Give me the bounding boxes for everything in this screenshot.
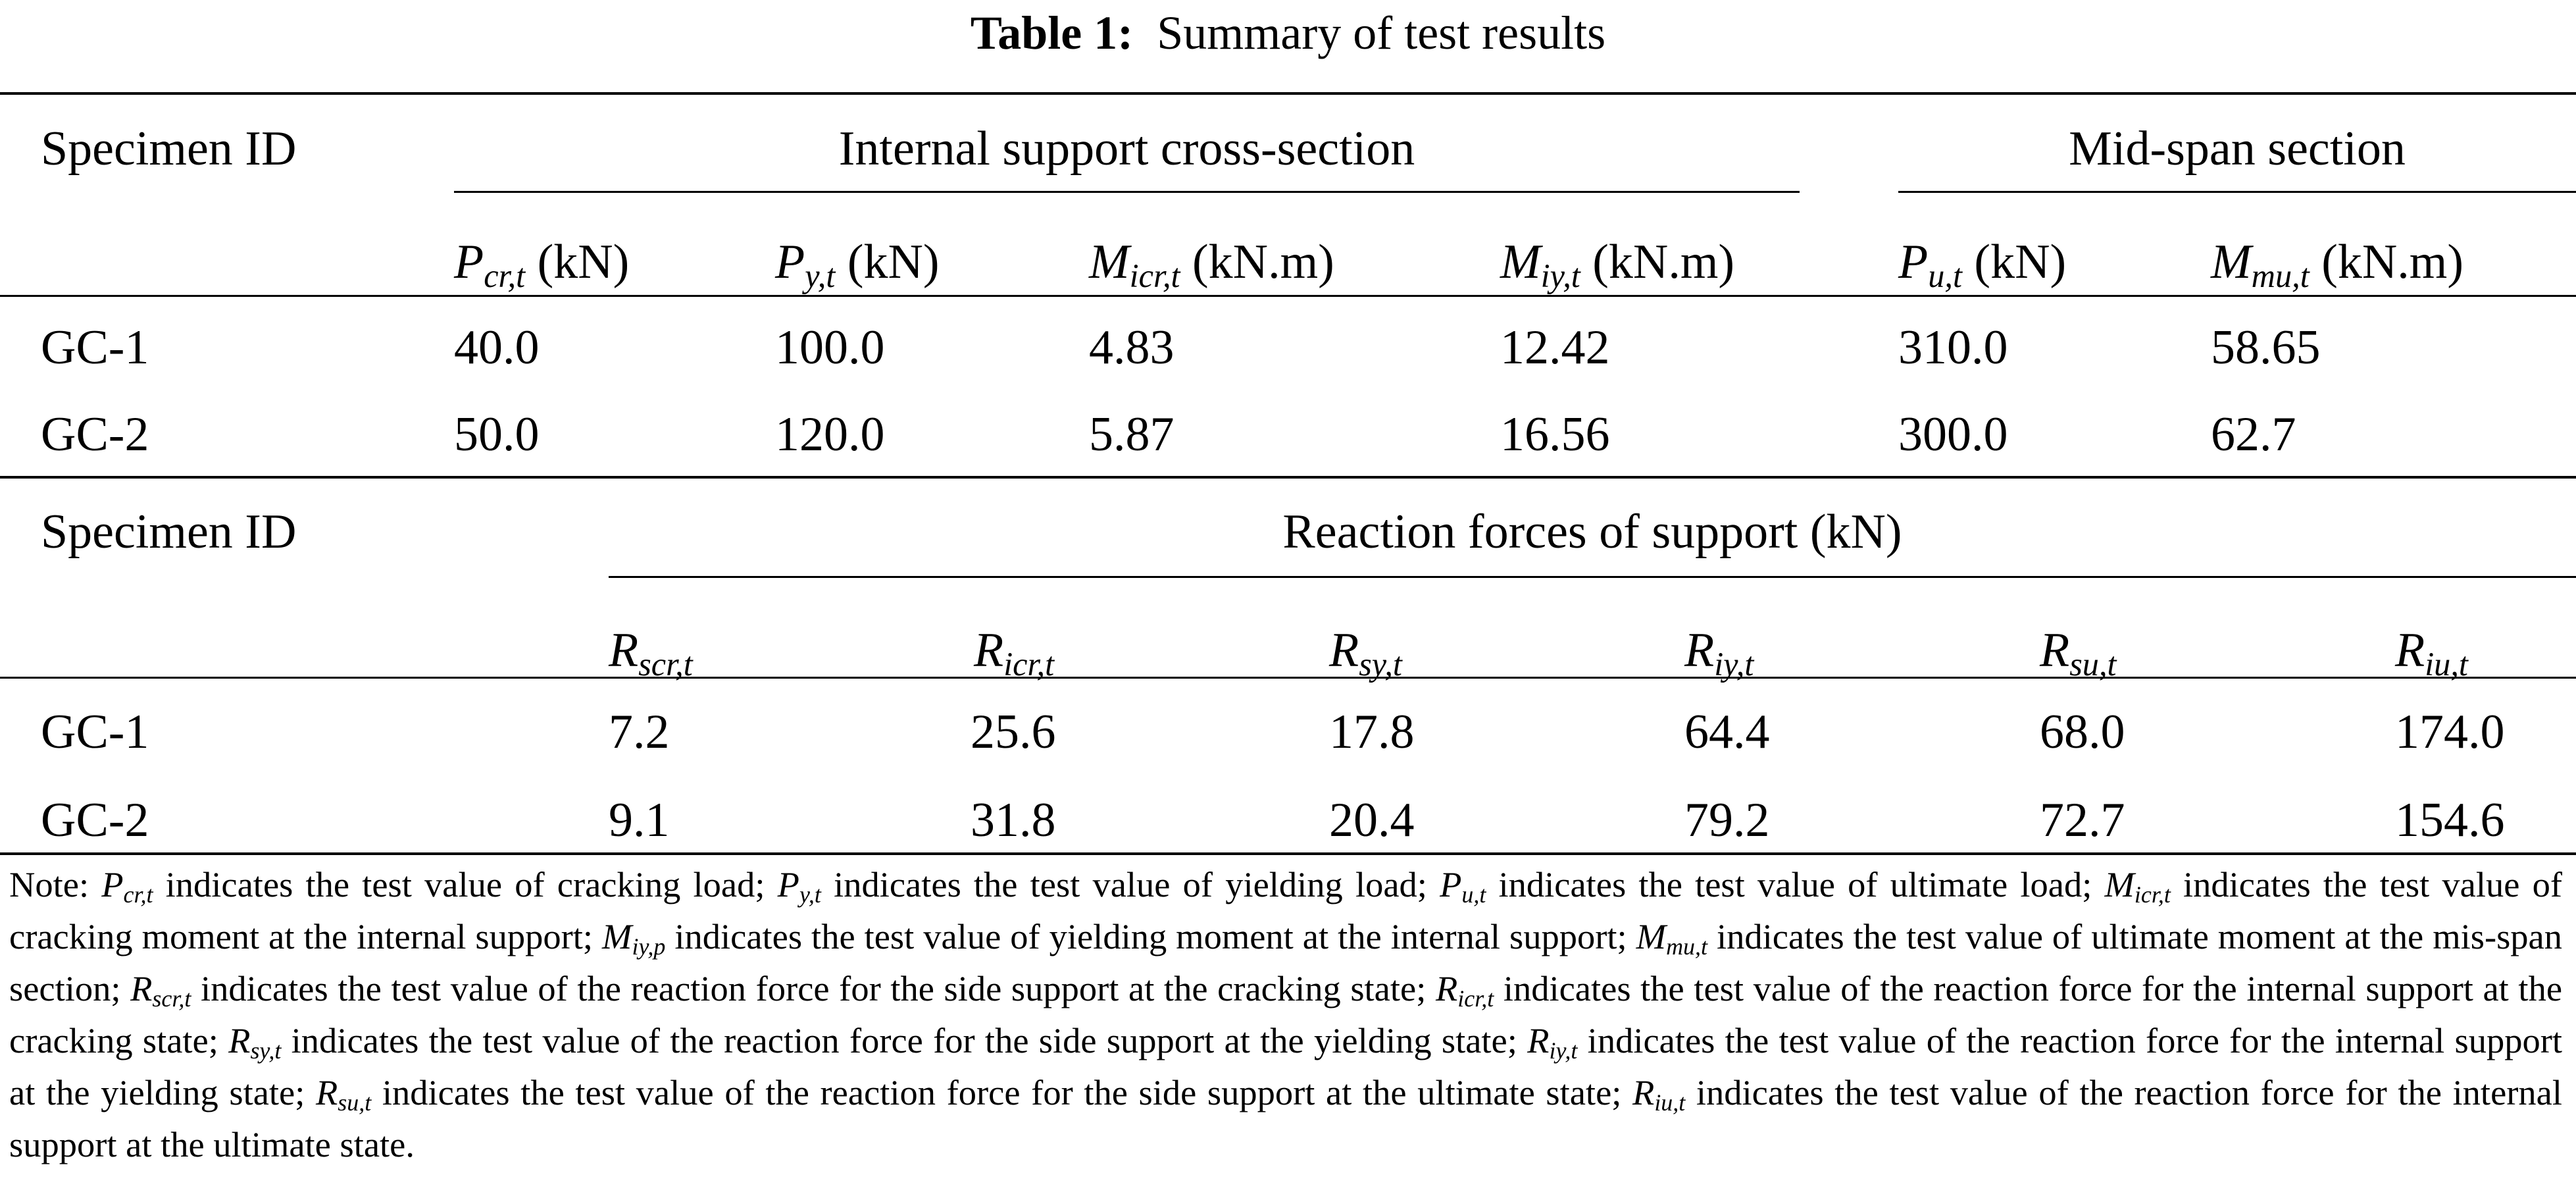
upper-col-header-5-subscript: u,t <box>1928 257 1962 295</box>
upper-col-header-4-unit: (kN.m) <box>1580 235 1735 289</box>
note-subscript: mu,t <box>1666 933 1708 960</box>
lower-col-header-6-symbol: R <box>2395 623 2425 677</box>
lower-col-header-4 <box>1684 617 1754 683</box>
upper-specimen-header: Specimen ID <box>41 122 297 176</box>
upper-cell: 120.0 <box>775 407 885 461</box>
note-symbol: R <box>1632 1072 1655 1112</box>
upper-cell: 300.0 <box>1898 407 2008 461</box>
lower-col-header-1 <box>609 617 693 683</box>
top-rule <box>0 92 2576 95</box>
note-subscript: sy,t <box>250 1037 282 1064</box>
upper-group-midspan: Mid-span section <box>2069 122 2406 176</box>
upper-col-header-2-symbol: P <box>775 235 805 289</box>
upper-col-header-6-subscript: mu,t <box>2251 257 2310 295</box>
note-symbol: R <box>1435 968 1458 1008</box>
note-text: indicates the test value of ultimate load; <box>1486 864 2105 904</box>
lower-cell: 7.2 <box>609 705 670 759</box>
lower-cell: 9.1 <box>609 793 670 847</box>
upper-col-header-5-symbol: P <box>1898 235 1929 289</box>
upper-col-header-5-unit: (kN) <box>1961 235 2067 289</box>
table-title <box>0 0 2576 66</box>
internal-group-rule <box>454 191 1800 193</box>
upper-cell: 40.0 <box>454 321 540 375</box>
lower-col-header-2-symbol: R <box>974 623 1004 677</box>
upper-col-header-3-unit: (kN.m) <box>1180 235 1334 289</box>
note-text: indicates the test value of the reaction force for the side support at the ultimate state; <box>371 1072 1633 1112</box>
note-text: indicates the test value of ultimate moment at the mis-span section; <box>9 916 2562 1008</box>
table-title-lead: Table 1: <box>970 7 1134 59</box>
note-symbol: P <box>1440 864 1462 904</box>
reaction-group-rule <box>609 576 2576 578</box>
lower-cell: 20.4 <box>1329 793 1415 847</box>
upper-col-header-3 <box>1089 229 1334 295</box>
lower-cell: 25.6 <box>971 705 1056 759</box>
lower-col-header-3-symbol: R <box>1329 623 1359 677</box>
note-text: indicates the test value of the reaction force for the internal support at the ultimate state. <box>9 1072 2562 1164</box>
note-symbol: R <box>130 968 153 1008</box>
lower-cell: 174.0 <box>2395 705 2505 759</box>
lower-cell: 72.7 <box>2040 793 2125 847</box>
upper-header-rule <box>0 295 2576 297</box>
upper-group-internal: Internal support cross-section <box>838 122 1415 176</box>
note-subscript: scr,t <box>152 985 191 1012</box>
note-symbol: R <box>316 1072 338 1112</box>
upper-row-id: GC-2 <box>41 407 149 461</box>
note-symbol: M <box>2104 864 2134 904</box>
table-note <box>9 864 2562 1166</box>
note-text: indicates the test value of the reaction force for the side support at the yielding state; <box>281 1020 1528 1060</box>
lower-cell: 79.2 <box>1684 793 1770 847</box>
upper-cell: 58.65 <box>2211 321 2321 375</box>
note-subscript: y,t <box>799 881 821 908</box>
upper-col-header-1-unit: (kN) <box>525 235 630 289</box>
lower-group-reaction: Reaction forces of support (kN) <box>1282 505 1902 559</box>
midspan-group-rule <box>1898 191 2576 193</box>
note-text: indicates the test value of yielding moment at the internal support; <box>665 916 1636 956</box>
table-title-text: Summary of test results <box>1157 7 1606 59</box>
lower-cell: 17.8 <box>1329 705 1415 759</box>
upper-cell: 5.87 <box>1089 407 1174 461</box>
note-symbol: R <box>1527 1020 1550 1060</box>
upper-col-header-6-symbol: M <box>2211 235 2252 289</box>
lower-col-header-3-subscript: sy,t <box>1359 646 1402 683</box>
lower-col-header-2 <box>974 617 1054 683</box>
lower-col-header-4-symbol: R <box>1684 623 1715 677</box>
upper-col-header-3-symbol: M <box>1089 235 1130 289</box>
note-text: indicates the test value of the reaction force for the side support at the cracking state; <box>191 968 1436 1008</box>
note-subscript: u,t <box>1461 881 1486 908</box>
lower-col-header-3 <box>1329 617 1402 683</box>
upper-col-header-2-unit: (kN) <box>835 235 940 289</box>
upper-col-header-4-symbol: M <box>1500 235 1541 289</box>
lower-col-header-6 <box>2395 617 2468 683</box>
upper-col-header-1 <box>454 229 629 295</box>
lower-row-id: GC-2 <box>41 793 149 847</box>
note-subscript: iu,t <box>1654 1089 1686 1116</box>
lower-cell: 68.0 <box>2040 705 2125 759</box>
lower-col-header-5 <box>2040 617 2117 683</box>
lower-cell: 154.6 <box>2395 793 2505 847</box>
upper-row-id: GC-1 <box>41 321 149 375</box>
lower-row-id: GC-1 <box>41 705 149 759</box>
upper-cell: 4.83 <box>1089 321 1174 375</box>
note-text: indicates the test value of cracking load; <box>153 864 778 904</box>
upper-cell: 50.0 <box>454 407 540 461</box>
note-subscript: icr,t <box>1457 985 1494 1012</box>
note-symbol: P <box>777 864 799 904</box>
upper-cell: 12.42 <box>1500 321 1610 375</box>
upper-col-header-3-subscript: icr,t <box>1129 257 1180 295</box>
note-symbol: R <box>228 1020 251 1060</box>
upper-col-header-1-symbol: P <box>454 235 484 289</box>
lower-cell: 31.8 <box>971 793 1056 847</box>
upper-cell: 16.56 <box>1500 407 1610 461</box>
lower-col-header-4-subscript: iy,t <box>1714 646 1754 683</box>
note-subscript: cr,t <box>123 881 153 908</box>
lower-col-header-1-subscript: scr,t <box>638 646 693 683</box>
upper-col-header-4-subscript: iy,t <box>1540 257 1580 295</box>
lower-col-header-5-subscript: su,t <box>2069 646 2117 683</box>
section-divider-rule <box>0 476 2576 479</box>
upper-col-header-2-subscript: y,t <box>805 257 836 295</box>
note-subscript: su,t <box>338 1089 372 1116</box>
upper-col-header-6-unit: (kN.m) <box>2309 235 2463 289</box>
upper-col-header-4 <box>1500 229 1734 295</box>
lower-col-header-2-subscript: icr,t <box>1003 646 1055 683</box>
upper-cell: 100.0 <box>775 321 885 375</box>
note-lead: Note: <box>9 864 102 904</box>
upper-cell: 62.7 <box>2211 407 2296 461</box>
note-text: indicates the test value of yielding load; <box>821 864 1440 904</box>
note-symbol: M <box>602 916 632 956</box>
lower-col-header-5-symbol: R <box>2040 623 2070 677</box>
note-symbol: P <box>101 864 124 904</box>
lower-col-header-1-symbol: R <box>609 623 639 677</box>
lower-col-header-6-subscript: iu,t <box>2425 646 2468 683</box>
note-text: indicates the test value of the reaction force for the internal support at the cracking state; <box>9 968 2563 1060</box>
upper-col-header-2 <box>775 229 940 295</box>
lower-cell: 64.4 <box>1684 705 1770 759</box>
upper-col-header-5 <box>1898 229 2066 295</box>
note-subscript: iy,t <box>1549 1037 1578 1064</box>
upper-col-header-6 <box>2211 229 2463 295</box>
note-subscript: iy,p <box>632 933 666 960</box>
note-text: indicates the test value of the reaction force for the internal support at the yielding state; <box>9 1020 2562 1112</box>
upper-cell: 310.0 <box>1898 321 2008 375</box>
note-text: indicates the test value of cracking moment at the internal support; <box>9 864 2562 956</box>
upper-col-header-1-subscript: cr,t <box>484 257 526 295</box>
lower-header-rule <box>0 677 2576 679</box>
note-subscript: icr,t <box>2134 881 2171 908</box>
lower-specimen-header: Specimen ID <box>41 505 297 559</box>
bottom-rule <box>0 852 2576 855</box>
note-symbol: M <box>1636 916 1667 956</box>
